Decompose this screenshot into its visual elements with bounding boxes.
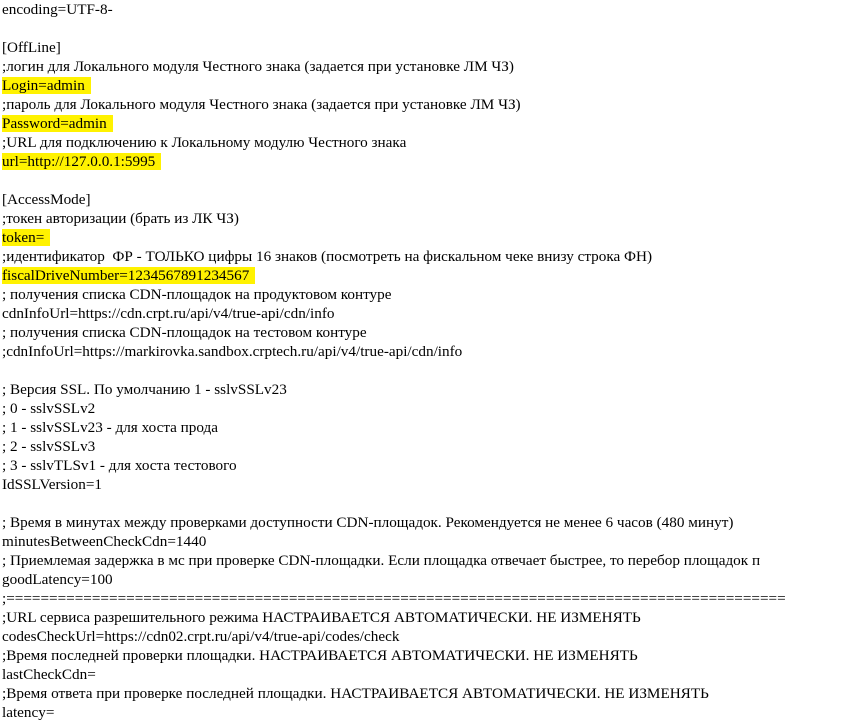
comment-line bbox=[2, 608, 854, 627]
ini-line-text: encoding=UTF-8- bbox=[2, 1, 113, 18]
setting-text: latency= bbox=[2, 704, 55, 721]
section-header-text: [OffLine] bbox=[2, 39, 61, 56]
comment-text: ;пароль для Локального модуля Честного знака (задается при установке ЛМ ЧЗ) bbox=[2, 96, 521, 113]
separator-text: ;=========================================================================================== bbox=[2, 590, 786, 607]
comment-line bbox=[2, 437, 854, 456]
comment-line bbox=[2, 513, 854, 532]
setting-text: cdnInfoUrl=https://cdn.crpt.ru/api/v4/true-api/cdn/info bbox=[2, 305, 335, 322]
separator-line bbox=[2, 589, 854, 608]
comment-line bbox=[2, 380, 854, 399]
comment-text: ; получения списка CDN-площадок на продуктовом контуре bbox=[2, 286, 392, 303]
comment-text: ;токен авторизации (брать из ЛК ЧЗ) bbox=[2, 210, 239, 227]
highlighted-setting-text: url=http://127.0.0.1:5995 bbox=[2, 153, 161, 170]
highlighted-setting-text: Login=admin bbox=[2, 77, 91, 94]
setting-text: minutesBetweenCheckCdn=1440 bbox=[2, 533, 207, 550]
comment-text: ; 2 - sslvSSLv3 bbox=[2, 438, 96, 455]
setting-fiscal-drive-number bbox=[2, 266, 854, 285]
comment-text: ;Время ответа при проверке последней площадки. НАСТРАИВАЕТСЯ АВТОМАТИЧЕСКИ. НЕ ИЗМЕНЯТЬ bbox=[2, 685, 709, 702]
setting-text: codesCheckUrl=https://cdn02.crpt.ru/api/v4/true-api/codes/check bbox=[2, 628, 400, 645]
comment-line bbox=[2, 342, 854, 361]
comment-line bbox=[2, 95, 854, 114]
comment-text: ; Версия SSL. По умолчанию 1 - sslvSSLv23 bbox=[2, 381, 287, 398]
setting-ssl-version bbox=[2, 475, 854, 494]
blank-line bbox=[2, 494, 854, 513]
setting-good-latency bbox=[2, 570, 854, 589]
setting-login bbox=[2, 76, 854, 95]
highlighted-setting-text: fiscalDriveNumber=1234567891234567 bbox=[2, 267, 255, 284]
setting-text: goodLatency=100 bbox=[2, 571, 113, 588]
ini-line bbox=[2, 0, 854, 19]
blank-line bbox=[2, 361, 854, 380]
comment-line bbox=[2, 323, 854, 342]
setting-codes-check-url bbox=[2, 627, 854, 646]
comment-text: ;cdnInfoUrl=https://markirovka.sandbox.crptech.ru/api/v4/true-api/cdn/info bbox=[2, 343, 463, 360]
setting-cdn-info-url bbox=[2, 304, 854, 323]
comment-text: ;логин для Локального модуля Честного знака (задается при установке ЛМ ЧЗ) bbox=[2, 58, 514, 75]
comment-text: ; 0 - sslvSSLv2 bbox=[2, 400, 96, 417]
blank-line bbox=[2, 19, 854, 38]
comment-text: ;URL сервиса разрешительного режима НАСТРАИВАЕТСЯ АВТОМАТИЧЕСКИ. НЕ ИЗМЕНЯТЬ bbox=[2, 609, 641, 626]
comment-line bbox=[2, 551, 854, 570]
section-header-offline bbox=[2, 38, 854, 57]
ini-document bbox=[2, 0, 854, 722]
comment-text: ; Приемлемая задержка в мс при проверке CDN-площадки. Если площадка отвечает быстрее, то перебор площадок п bbox=[2, 552, 761, 569]
comment-line bbox=[2, 684, 854, 703]
comment-line bbox=[2, 209, 854, 228]
comment-line bbox=[2, 285, 854, 304]
comment-text: ; 1 - sslvSSLv23 - для хоста прода bbox=[2, 419, 219, 436]
setting-last-check-cdn bbox=[2, 665, 854, 684]
comment-text: ; получения списка CDN-площадок на тестовом контуре bbox=[2, 324, 367, 341]
section-header-text: [AccessMode] bbox=[2, 191, 91, 208]
setting-text: lastCheckCdn= bbox=[2, 666, 96, 683]
setting-token bbox=[2, 228, 854, 247]
setting-url bbox=[2, 152, 854, 171]
comment-text: ;идентификатор ФР - ТОЛЬКО цифры 16 знаков (посмотреть на фискальном чеке внизу строка ФН) bbox=[2, 248, 653, 265]
blank-line bbox=[2, 171, 854, 190]
comment-text: ;URL для подключению к Локальному модулю Честного знака bbox=[2, 134, 407, 151]
comment-text: ; 3 - sslvTLSv1 - для хоста тестового bbox=[2, 457, 237, 474]
highlighted-setting-text: token= bbox=[2, 229, 50, 246]
comment-text: ;Время последней проверки площадки. НАСТРАИВАЕТСЯ АВТОМАТИЧЕСКИ. НЕ ИЗМЕНЯТЬ bbox=[2, 647, 638, 664]
highlighted-setting-text: Password=admin bbox=[2, 115, 113, 132]
comment-text: ; Время в минутах между проверками доступности CDN-площадок. Рекомендуется не менее 6 часов (480 минут) bbox=[2, 514, 734, 531]
comment-line bbox=[2, 399, 854, 418]
section-header-accessmode bbox=[2, 190, 854, 209]
setting-minutes-between-check bbox=[2, 532, 854, 551]
comment-line bbox=[2, 133, 854, 152]
comment-line bbox=[2, 247, 854, 266]
comment-line bbox=[2, 57, 854, 76]
comment-line bbox=[2, 418, 854, 437]
comment-line bbox=[2, 456, 854, 475]
setting-latency bbox=[2, 703, 854, 722]
setting-text: IdSSLVersion=1 bbox=[2, 476, 102, 493]
setting-password bbox=[2, 114, 854, 133]
comment-line bbox=[2, 646, 854, 665]
